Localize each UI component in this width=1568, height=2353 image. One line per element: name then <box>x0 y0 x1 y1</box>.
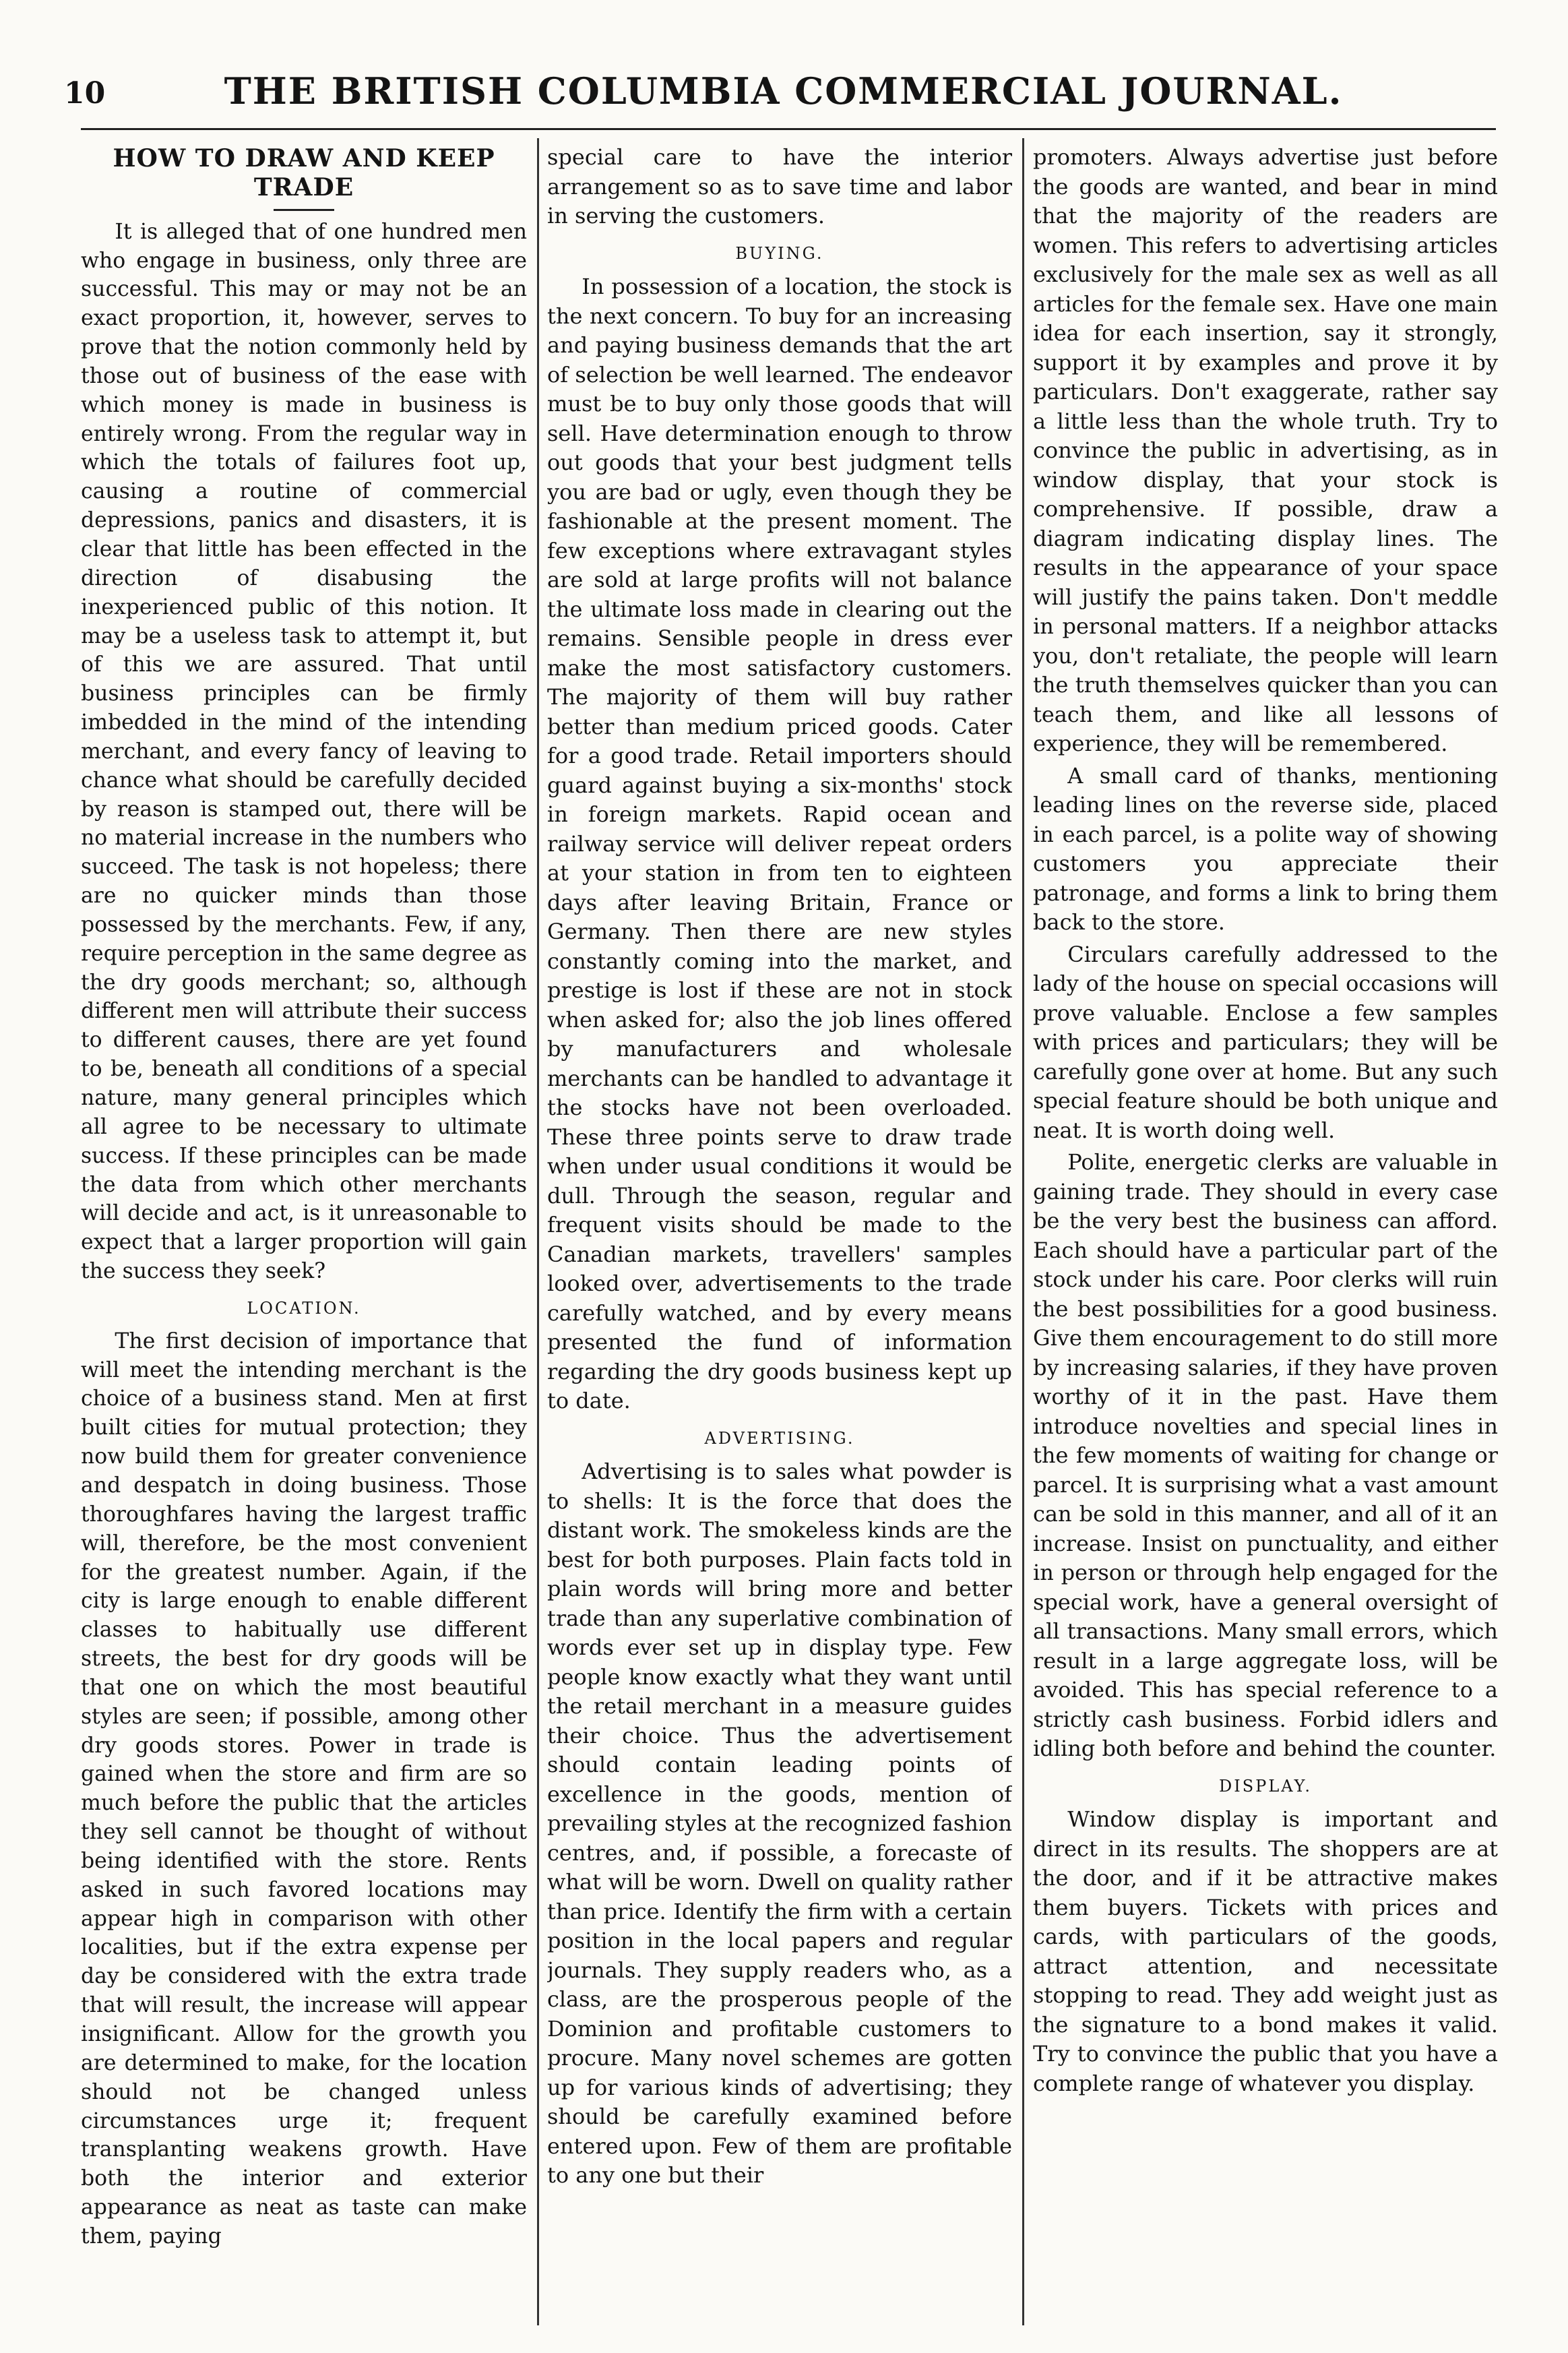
paragraph: In possession of a location, the stock is the next concern. To buy for an increasing and paying business demands that the art of selection be well learned. The endeavor must be to buy only those goods that will sell. Have determination enough to throw out goods that your best judgment tells you are bad or ugly, even though they be fashionable at the present moment. The few exceptions where extravagant styles are sold at large profits will not balance the ultimate loss made in clearing out the remains. Sensible people in dress ever make the most satisfactory customers. The majority of them will buy rather better than medium priced goods. Cater for a good trade. Retail importers should guard against buying a six-months' stock in foreign markets. Rapid ocean and railway service will deliver repeat orders at your station in from ten to eighteen days after leaving Britain, France or Germany. Then there are new styles constantly coming into the market, and prestige is lost if these are not in stock when asked for; also the job lines offered by manufacturers and wholesale merchants can be handled to advantage it the stocks have not been overloaded. These three points serve to draw trade when under usual conditions it would be dull. Through the season, regular and frequent visits should be made to the Canadian markets, travellers' samples looked over, advertisements to the trade carefully watched, and by every means presented the fund of information regarding the dry goods business kept up to date. <box>547 274 1012 1413</box>
title-rule <box>274 209 334 211</box>
page-header <box>64 64 1503 131</box>
section-heading-display: DISPLAY. <box>1219 1776 1312 1796</box>
column-1 <box>81 143 527 2310</box>
page-number: 10 <box>64 76 106 111</box>
paragraph: Polite, energetic clerks are valuable in gaining trade. They should in every case be the very best the business can afford. Each should have a particular part of the stock under his care. Poor clerks will ruin the best possibilities for a good business. Give them encouragement to do still more by increasing salaries, if they have proven worthy of it in the past. Have them introduce novelties and special lines in the few moments of waiting for change or parcel. It is surprising what a vast amount can be sold in this manner, and all of it an increase. Insist on punctuality, and either in person or through help engaged for the special work, have a general oversight of all transactions. Many small errors, which result in a large aggregate loss, will be avoided. This has special reference to a strictly cash business. Forbid idlers and idling both before and behind the counter. <box>1033 1149 1498 1761</box>
paragraph: special care to have the interior arrangement so as to save time and labor in serving the customers. <box>547 144 1012 228</box>
paragraph: It is alleged that of one hundred men who engage in business, only three are successful. This may or may not be an exact proportion, it, however, serves to prove that the notion commonly held by those out of business of the ease with which money is made in business is entirely wrong. From the regular way in which the totals of failures foot up, causing a routine of commercial depressions, panics and disasters, it is clear that little has been effected in the direction of disabusing the inexperienced public of this notion. It may be a useless task to attempt it, but of this we are assured. That until business principles can be firmly imbedded in the mind of the intending merchant, and every fancy of leaving to chance what should be carefully decided by reason is stamped out, there will be no material increase in the numbers who succeed. The task is not hopeless; there are no quicker minds than those possessed by the merchants. Few, if any, require perception in the same degree as the dry goods merchant; so, although different men will attribute their success to different causes, there are yet found to be, beneath all conditions of a special nature, many general principles which all agree to be necessary to ultimate success. If these principles can be made the data from which other merchants will decide and act, is it unreasonable to expect that a larger proportion will gain the success they seek? <box>81 219 527 1284</box>
paragraph: promoters. Always advertise just before the goods are wanted, and bear in mind that the majority of the readers are women. This refers to advertising articles exclusively for the male sex as well as all articles for the female sex. Have one main idea for each insertion, say it strongly, support it by examples and prove it by particulars. Don't exaggerate, rather say a little less than the whole truth. Try to convince the public in advertising, as in window display, that your stock is comprehensive. If possible, draw a diagram indicating display lines. The results in the appearance of your space will justify the pains taken. Don't meddle in personal matters. If a neighbor attacks you, don't retaliate, the people will learn the truth themselves quicker than you can teach them, and like all lessons of experience, they will be remembered. <box>1033 144 1498 756</box>
header-rule <box>81 128 1496 130</box>
section-heading-location: LOCATION. <box>247 1298 361 1318</box>
section-heading-buying: BUYING. <box>735 243 824 263</box>
article-title: HOW TO DRAW AND KEEP TRADE <box>113 144 495 202</box>
journal-title: THE BRITISH COLUMBIA COMMERCIAL JOURNAL. <box>224 69 1343 113</box>
paragraph: A small card of thanks, mentioning leading lines on the reverse side, placed in each parcel, is a polite way of showing customers you appreciate their patronage, and forms a link to bring them back to the store. <box>1033 762 1498 935</box>
column-2 <box>547 143 1012 2310</box>
paragraph: Advertising is to sales what powder is to shells: It is the force that does the distant work. The smokeless kinds are the best for both purposes. Plain facts told in plain words will bring more and better trade than any superlative combination of words ever set up in display type. Few people know exactly what they want until the retail merchant in a measure guides their choice. Thus the advertisement should contain leading points of excellence in the goods, mention of prevailing styles at the recognized fashion centres, and, if possible, a forecaste of what will be worn. Dwell on quality rather than price. Identify the firm with a certain position in the local papers and regular journals. They supply readers who, as a class, are the prosperous people of the Dominion and profitable customers to procure. Many novel schemes are gotten up for various kinds of advertising; they should be carefully examined before entered upon. Few of them are profitable to any one but their <box>547 1459 1012 2188</box>
paragraph: Window display is important and direct in its results. The shoppers are at the door, and if it be attractive makes them buyers. Tickets with prices and cards, with particulars of the goods, attract attention, and necessitate stopping to read. They add weight just as the signature to a bond makes it valid. Try to convince the public that you have a complete range of whatever you display. <box>1033 1806 1498 2096</box>
column-divider <box>537 138 539 2325</box>
section-heading-advertising: ADVERTISING. <box>704 1428 855 1448</box>
paragraph: Circulars carefully addressed to the lady of the house on special occasions will prove valuable. Enclose a few samples with prices and particulars; they will be carefully gone over at home. But any such special feature should be both unique and neat. It is worth doing well. <box>1033 941 1498 1143</box>
column-3 <box>1033 143 1498 2310</box>
paragraph: The first decision of importance that will meet the intending merchant is the choice of a business stand. Men at first built cities for mutual protection; they now build them for greater convenience and despatch in doing business. Those thoroughfares having the largest traffic will, therefore, be the most convenient for the greatest number. Again, if the city is large enough to enable different classes to habitually use different streets, the best for dry goods will be that one on which the most beautiful styles are seen; if possible, among other dry goods stores. Power in trade is gained when the store and firm are so much before the public that the articles they sell cannot be thought of without being identified with the store. Rents asked in such favored locations may appear high in comparison with other localities, but if the extra expense per day be considered with the extra trade that will result, the increase will appear insignificant. Allow for the growth you are determined to make, for the location should not be changed unless circumstances urge it; frequent transplanting weakens growth. Have both the interior and exterior appearance as neat as taste can make them, paying <box>81 1328 527 2249</box>
column-divider <box>1022 138 1024 2325</box>
